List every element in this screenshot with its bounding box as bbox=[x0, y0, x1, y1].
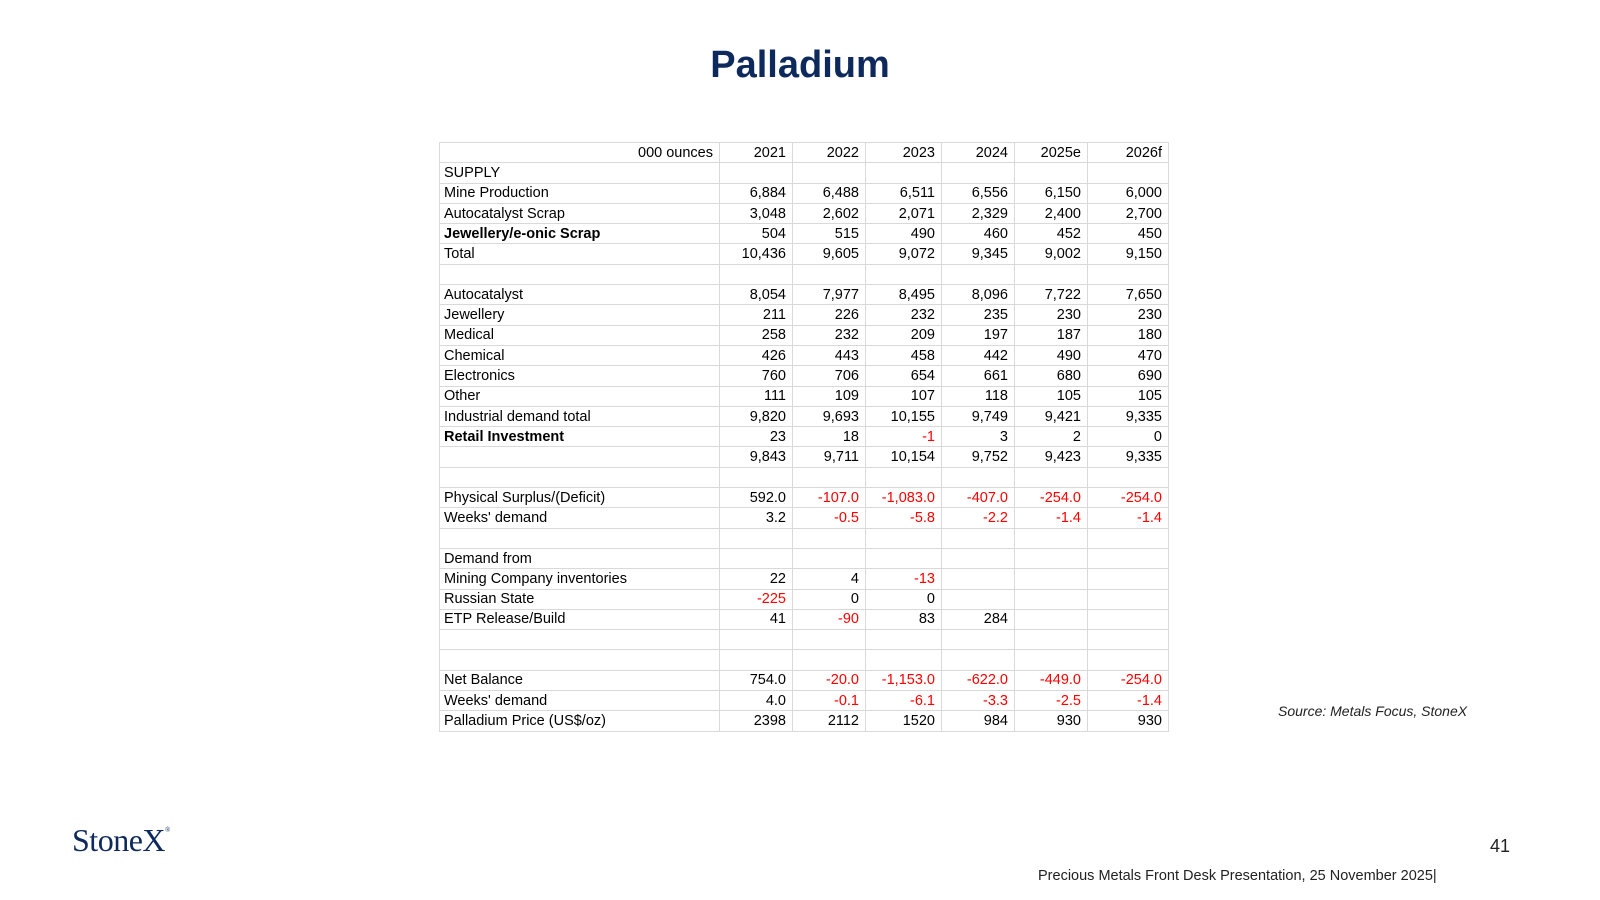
table-row bbox=[440, 691, 1169, 711]
value-cell bbox=[1015, 650, 1088, 670]
value-cell: 180 bbox=[1088, 325, 1169, 345]
value-cell: 7,722 bbox=[1015, 285, 1088, 305]
value-cell: -254.0 bbox=[1088, 670, 1169, 690]
value-cell: 930 bbox=[1015, 711, 1088, 731]
table-row bbox=[440, 589, 1169, 609]
value-cell: -13 bbox=[866, 569, 942, 589]
value-cell bbox=[1088, 467, 1169, 487]
value-cell: -5.8 bbox=[866, 508, 942, 528]
table-row bbox=[440, 447, 1169, 467]
year-header-cell: 2021 bbox=[720, 143, 793, 163]
table-row bbox=[440, 345, 1169, 365]
value-cell bbox=[1088, 589, 1169, 609]
value-cell bbox=[720, 163, 793, 183]
value-cell: 9,002 bbox=[1015, 244, 1088, 264]
value-cell bbox=[1088, 548, 1169, 568]
value-cell bbox=[942, 589, 1015, 609]
value-cell bbox=[1015, 569, 1088, 589]
value-cell bbox=[720, 467, 793, 487]
value-cell: 187 bbox=[1015, 325, 1088, 345]
year-header-cell: 2024 bbox=[942, 143, 1015, 163]
value-cell: 9,345 bbox=[942, 244, 1015, 264]
value-cell: 10,155 bbox=[866, 406, 942, 426]
value-cell: 10,436 bbox=[720, 244, 793, 264]
value-cell: -0.1 bbox=[793, 691, 866, 711]
value-cell bbox=[720, 548, 793, 568]
value-cell: 230 bbox=[1088, 305, 1169, 325]
value-cell bbox=[1088, 528, 1169, 548]
table-row bbox=[440, 427, 1169, 447]
value-cell: 9,693 bbox=[793, 406, 866, 426]
value-cell bbox=[866, 528, 942, 548]
table-row bbox=[440, 467, 1169, 487]
value-cell bbox=[1015, 528, 1088, 548]
value-cell: 470 bbox=[1088, 345, 1169, 365]
value-cell: 9,421 bbox=[1015, 406, 1088, 426]
value-cell: 0 bbox=[793, 589, 866, 609]
row-label-cell: Net Balance bbox=[440, 670, 720, 690]
value-cell bbox=[1015, 467, 1088, 487]
row-label-cell: Palladium Price (US$/oz) bbox=[440, 711, 720, 731]
value-cell: 105 bbox=[1015, 386, 1088, 406]
value-cell: 661 bbox=[942, 366, 1015, 386]
table-row bbox=[440, 224, 1169, 244]
table-row bbox=[440, 203, 1169, 223]
stonex-logo bbox=[72, 822, 170, 859]
table-row bbox=[440, 406, 1169, 426]
value-cell bbox=[1088, 650, 1169, 670]
value-cell bbox=[720, 264, 793, 284]
value-cell: 197 bbox=[942, 325, 1015, 345]
value-cell bbox=[793, 163, 866, 183]
value-cell: -254.0 bbox=[1088, 488, 1169, 508]
value-cell: -225 bbox=[720, 589, 793, 609]
value-cell: 9,711 bbox=[793, 447, 866, 467]
row-label-cell bbox=[440, 630, 720, 650]
footer-text: Precious Metals Front Desk Presentation, 25 November 2025| bbox=[1038, 868, 1437, 884]
table-row bbox=[440, 325, 1169, 345]
table-row bbox=[440, 264, 1169, 284]
value-cell: 6,488 bbox=[793, 183, 866, 203]
value-cell: 984 bbox=[942, 711, 1015, 731]
value-cell: -6.1 bbox=[866, 691, 942, 711]
table-row bbox=[440, 569, 1169, 589]
row-label-cell bbox=[440, 528, 720, 548]
value-cell bbox=[1015, 264, 1088, 284]
value-cell: 232 bbox=[793, 325, 866, 345]
value-cell: 235 bbox=[942, 305, 1015, 325]
value-cell: 0 bbox=[866, 589, 942, 609]
value-cell: 443 bbox=[793, 345, 866, 365]
row-label-cell bbox=[440, 264, 720, 284]
row-label-cell: SUPPLY bbox=[440, 163, 720, 183]
value-cell bbox=[942, 264, 1015, 284]
value-cell bbox=[720, 630, 793, 650]
value-cell bbox=[866, 163, 942, 183]
value-cell: 2,700 bbox=[1088, 203, 1169, 223]
row-label-cell: Autocatalyst bbox=[440, 285, 720, 305]
value-cell bbox=[866, 467, 942, 487]
value-cell: 754.0 bbox=[720, 670, 793, 690]
value-cell: -254.0 bbox=[1015, 488, 1088, 508]
row-label-cell: Total bbox=[440, 244, 720, 264]
value-cell: 9,752 bbox=[942, 447, 1015, 467]
row-label-cell: Russian State bbox=[440, 589, 720, 609]
value-cell: 442 bbox=[942, 345, 1015, 365]
value-cell bbox=[942, 467, 1015, 487]
value-cell: 2,602 bbox=[793, 203, 866, 223]
value-cell: 504 bbox=[720, 224, 793, 244]
table-row bbox=[440, 650, 1169, 670]
value-cell: 9,335 bbox=[1088, 447, 1169, 467]
value-cell: -1.4 bbox=[1015, 508, 1088, 528]
value-cell bbox=[942, 528, 1015, 548]
value-cell: -1 bbox=[866, 427, 942, 447]
value-cell: 9,749 bbox=[942, 406, 1015, 426]
year-header-cell: 2026f bbox=[1088, 143, 1169, 163]
value-cell: 2,400 bbox=[1015, 203, 1088, 223]
value-cell bbox=[720, 528, 793, 548]
row-label-cell: Chemical bbox=[440, 345, 720, 365]
value-cell bbox=[942, 569, 1015, 589]
row-label-cell: Autocatalyst Scrap bbox=[440, 203, 720, 223]
value-cell: -622.0 bbox=[942, 670, 1015, 690]
value-cell: 105 bbox=[1088, 386, 1169, 406]
value-cell bbox=[1088, 609, 1169, 629]
table-row bbox=[440, 711, 1169, 731]
value-cell: 426 bbox=[720, 345, 793, 365]
value-cell: 10,154 bbox=[866, 447, 942, 467]
value-cell: 9,423 bbox=[1015, 447, 1088, 467]
year-header-cell: 2022 bbox=[793, 143, 866, 163]
row-label-cell: Medical bbox=[440, 325, 720, 345]
value-cell: 3,048 bbox=[720, 203, 793, 223]
value-cell: 680 bbox=[1015, 366, 1088, 386]
row-label-cell bbox=[440, 650, 720, 670]
row-label-cell: Electronics bbox=[440, 366, 720, 386]
table-row bbox=[440, 183, 1169, 203]
value-cell: 592.0 bbox=[720, 488, 793, 508]
value-cell: 23 bbox=[720, 427, 793, 447]
value-cell bbox=[793, 264, 866, 284]
value-cell: -3.3 bbox=[942, 691, 1015, 711]
value-cell bbox=[1088, 163, 1169, 183]
value-cell: 690 bbox=[1088, 366, 1169, 386]
value-cell: 7,650 bbox=[1088, 285, 1169, 305]
value-cell: 211 bbox=[720, 305, 793, 325]
value-cell: 0 bbox=[1088, 427, 1169, 447]
value-cell: -407.0 bbox=[942, 488, 1015, 508]
value-cell: 9,335 bbox=[1088, 406, 1169, 426]
value-cell bbox=[866, 548, 942, 568]
row-label-cell: Weeks' demand bbox=[440, 691, 720, 711]
value-cell bbox=[793, 650, 866, 670]
table-row bbox=[440, 670, 1169, 690]
year-header-cell: 2025e bbox=[1015, 143, 1088, 163]
table-row bbox=[440, 386, 1169, 406]
value-cell: 230 bbox=[1015, 305, 1088, 325]
value-cell bbox=[793, 548, 866, 568]
value-cell: 209 bbox=[866, 325, 942, 345]
value-cell bbox=[1088, 569, 1169, 589]
value-cell: 6,150 bbox=[1015, 183, 1088, 203]
value-cell: 6,000 bbox=[1088, 183, 1169, 203]
table-row bbox=[440, 244, 1169, 264]
value-cell: 6,556 bbox=[942, 183, 1015, 203]
value-cell: 111 bbox=[720, 386, 793, 406]
table-row bbox=[440, 305, 1169, 325]
value-cell: 8,495 bbox=[866, 285, 942, 305]
value-cell: 2398 bbox=[720, 711, 793, 731]
value-cell: 515 bbox=[793, 224, 866, 244]
value-cell: 18 bbox=[793, 427, 866, 447]
value-cell: -449.0 bbox=[1015, 670, 1088, 690]
value-cell bbox=[1088, 264, 1169, 284]
registered-mark: ® bbox=[165, 826, 170, 834]
value-cell: 9,605 bbox=[793, 244, 866, 264]
row-label-cell: Jewellery/e-onic Scrap bbox=[440, 224, 720, 244]
value-cell bbox=[1015, 548, 1088, 568]
value-cell: -90 bbox=[793, 609, 866, 629]
table-row bbox=[440, 508, 1169, 528]
value-cell: 83 bbox=[866, 609, 942, 629]
row-label-cell: Mine Production bbox=[440, 183, 720, 203]
value-cell: 8,054 bbox=[720, 285, 793, 305]
table-row bbox=[440, 528, 1169, 548]
value-cell: 490 bbox=[866, 224, 942, 244]
table-row bbox=[440, 366, 1169, 386]
value-cell: -2.2 bbox=[942, 508, 1015, 528]
value-cell bbox=[1015, 609, 1088, 629]
value-cell: -1.4 bbox=[1088, 508, 1169, 528]
value-cell bbox=[793, 528, 866, 548]
row-label-cell: Retail Investment bbox=[440, 427, 720, 447]
value-cell: 490 bbox=[1015, 345, 1088, 365]
table-row bbox=[440, 609, 1169, 629]
value-cell: 22 bbox=[720, 569, 793, 589]
value-cell: 107 bbox=[866, 386, 942, 406]
value-cell: 460 bbox=[942, 224, 1015, 244]
year-header-cell: 2023 bbox=[866, 143, 942, 163]
table-row bbox=[440, 548, 1169, 568]
value-cell: 458 bbox=[866, 345, 942, 365]
row-label-cell: Weeks' demand bbox=[440, 508, 720, 528]
value-cell: 284 bbox=[942, 609, 1015, 629]
value-cell: -1,083.0 bbox=[866, 488, 942, 508]
row-label-cell: Physical Surplus/(Deficit) bbox=[440, 488, 720, 508]
table-header-row bbox=[440, 143, 1169, 163]
value-cell: -0.5 bbox=[793, 508, 866, 528]
value-cell: 118 bbox=[942, 386, 1015, 406]
value-cell: 9,820 bbox=[720, 406, 793, 426]
value-cell: 6,511 bbox=[866, 183, 942, 203]
value-cell: 2 bbox=[1015, 427, 1088, 447]
table-row bbox=[440, 630, 1169, 650]
value-cell: 6,884 bbox=[720, 183, 793, 203]
value-cell: 4 bbox=[793, 569, 866, 589]
palladium-supply-demand-table bbox=[439, 142, 1169, 732]
value-cell: -2.5 bbox=[1015, 691, 1088, 711]
value-cell bbox=[793, 630, 866, 650]
value-cell bbox=[942, 548, 1015, 568]
value-cell bbox=[1088, 630, 1169, 650]
value-cell: 2,329 bbox=[942, 203, 1015, 223]
logo-text: StoneX bbox=[72, 822, 165, 858]
table-row bbox=[440, 285, 1169, 305]
value-cell bbox=[942, 630, 1015, 650]
row-label-cell: Demand from bbox=[440, 548, 720, 568]
value-cell: 8,096 bbox=[942, 285, 1015, 305]
value-cell bbox=[866, 264, 942, 284]
page-title: Palladium bbox=[710, 44, 890, 86]
value-cell: 9,072 bbox=[866, 244, 942, 264]
value-cell bbox=[1015, 163, 1088, 183]
value-cell bbox=[866, 650, 942, 670]
row-label-cell bbox=[440, 447, 720, 467]
value-cell: 258 bbox=[720, 325, 793, 345]
row-label-cell: Other bbox=[440, 386, 720, 406]
value-cell: 9,843 bbox=[720, 447, 793, 467]
value-cell: 1520 bbox=[866, 711, 942, 731]
row-label-cell: ETP Release/Build bbox=[440, 609, 720, 629]
value-cell bbox=[1015, 630, 1088, 650]
value-cell: 4.0 bbox=[720, 691, 793, 711]
value-cell: -1.4 bbox=[1088, 691, 1169, 711]
value-cell: 41 bbox=[720, 609, 793, 629]
value-cell: 450 bbox=[1088, 224, 1169, 244]
value-cell bbox=[942, 650, 1015, 670]
row-label-cell: Jewellery bbox=[440, 305, 720, 325]
value-cell: 2,071 bbox=[866, 203, 942, 223]
value-cell: -1,153.0 bbox=[866, 670, 942, 690]
table-row bbox=[440, 488, 1169, 508]
value-cell: 930 bbox=[1088, 711, 1169, 731]
value-cell: -107.0 bbox=[793, 488, 866, 508]
value-cell: 226 bbox=[793, 305, 866, 325]
value-cell bbox=[942, 163, 1015, 183]
row-label-cell: Mining Company inventories bbox=[440, 569, 720, 589]
value-cell bbox=[793, 467, 866, 487]
page-number: 41 bbox=[1490, 836, 1511, 856]
value-cell: 654 bbox=[866, 366, 942, 386]
value-cell: 706 bbox=[793, 366, 866, 386]
row-label-cell: Industrial demand total bbox=[440, 406, 720, 426]
value-cell: 3.2 bbox=[720, 508, 793, 528]
value-cell: 9,150 bbox=[1088, 244, 1169, 264]
source-note: Source: Metals Focus, StoneX bbox=[1278, 703, 1468, 719]
value-cell: 109 bbox=[793, 386, 866, 406]
value-cell: 232 bbox=[866, 305, 942, 325]
row-label-cell bbox=[440, 467, 720, 487]
table-row bbox=[440, 163, 1169, 183]
value-cell: 3 bbox=[942, 427, 1015, 447]
value-cell: 760 bbox=[720, 366, 793, 386]
value-cell bbox=[1015, 589, 1088, 609]
value-cell bbox=[720, 650, 793, 670]
value-cell: -20.0 bbox=[793, 670, 866, 690]
value-cell: 452 bbox=[1015, 224, 1088, 244]
value-cell bbox=[866, 630, 942, 650]
value-cell: 7,977 bbox=[793, 285, 866, 305]
unit-header-cell: 000 ounces bbox=[440, 143, 720, 163]
value-cell: 2112 bbox=[793, 711, 866, 731]
